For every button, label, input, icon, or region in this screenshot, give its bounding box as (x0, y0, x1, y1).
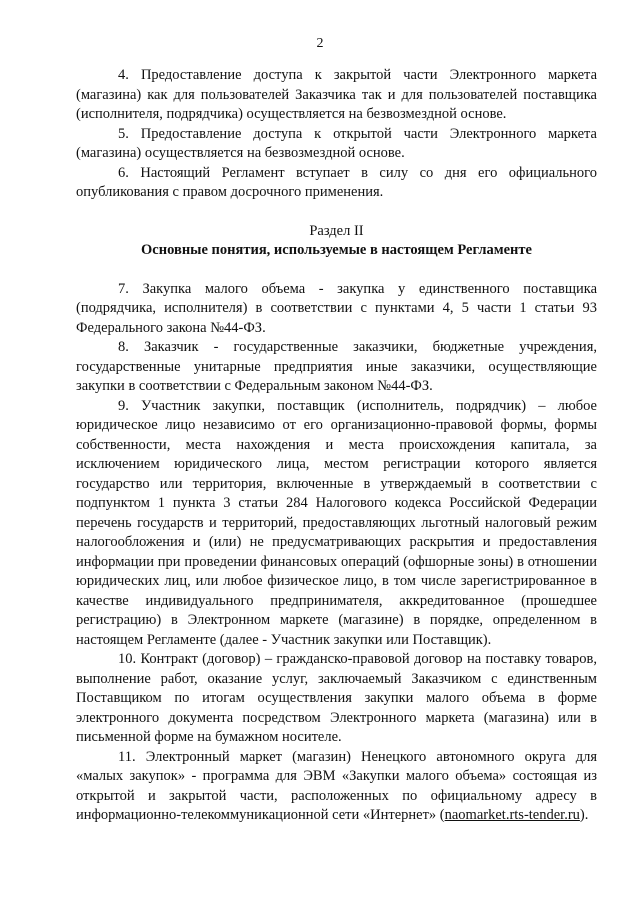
paragraph-4: 4. Предоставление доступа к закрытой части Электронного маркета (магазина) как для пользователей Заказчика так и для пользователей поставщика (исполнителя, подрядчика) осуществляется на безвозмездной основе. (76, 67, 597, 122)
document-body (76, 66, 597, 826)
page-number: 2 (316, 36, 324, 51)
paragraph-7: 7. Закупка малого объема - закупка у единственного поставщика (подрядчика, исполнителя) в соответствии с пунктами 4, 5 части 1 статьи 93 Федерального закона №44-ФЗ. (76, 280, 597, 336)
paragraph-10: 10. Контракт (договор) – гражданско-правовой договор на поставку товаров, выполнение работ, оказание услуг, заключаемый Заказчиком с единственным Поставщиком по итогам осуществления закупки малого объема в форме электронного документа посредством Электронного маркета (магазина) или в письменной форме на бумажном носителе. (76, 651, 597, 745)
paragraph-11 (76, 748, 597, 826)
paragraph-9: 9. Участник закупки, поставщик (исполнитель, подрядчик) – любое юридическое лицо независимо от его организационно-правовой формы, формы собственности, места нахождения и места происхождения капитала, за исключением юридического лица, местом регистрации которого является государство или территория, включенные в утверждаемый в соответствии с подпунктом 1 пункта 3 статьи 284 Налогового кодекса Российской Федерации перечень государств и территорий, предоставляющих льготный налоговый режим налогообложения и (или) не предусматривающих раскрытия и предоставления информации при проведении финансовых операций (офшорные зоны) в отношении юридических лиц, или любое физическое лицо, в том числе зарегистрированное в качестве индивидуального предпринимателя, аккредитованное (прошедшее регистрацию) в Электронном маркете (магазине) в порядке, определенном в настоящем Регламенте (далее - Участник закупки или Поставщик). (76, 397, 597, 648)
paragraph-6: 6. Настоящий Регламент вступает в силу со дня его официального опубликования с правом досрочного применения. (76, 164, 597, 200)
paragraph-11-text: 11. Электронный маркет (магазин) Ненецкого автономного округа для «малых закупок» - программа для ЭВМ «Закупки малого объема» состоящая из открытой и закрытой части, расположенных по официальному адресу в информационно-телекоммуникационной сети «Интернет» ( (76, 748, 597, 823)
paragraph-8: 8. Заказчик - государственные заказчики, бюджетные учреждения, государственные унитарные предприятия иные заказчики, осуществляющие закупки в соответствии с Федеральным законом №44-ФЗ. (76, 339, 597, 394)
section-heading: Раздел II (309, 222, 364, 239)
market-website-link[interactable]: naomarket.rts-tender.ru (444, 807, 580, 823)
paragraph-5: 5. Предоставление доступа к открытой части Электронного маркета (магазина) осуществляется на безвозмездной основе. (76, 125, 597, 161)
paragraph-11-suffix: ). (579, 807, 589, 823)
section-title: Основные понятия, используемые в настоящем Регламенте (141, 242, 532, 258)
